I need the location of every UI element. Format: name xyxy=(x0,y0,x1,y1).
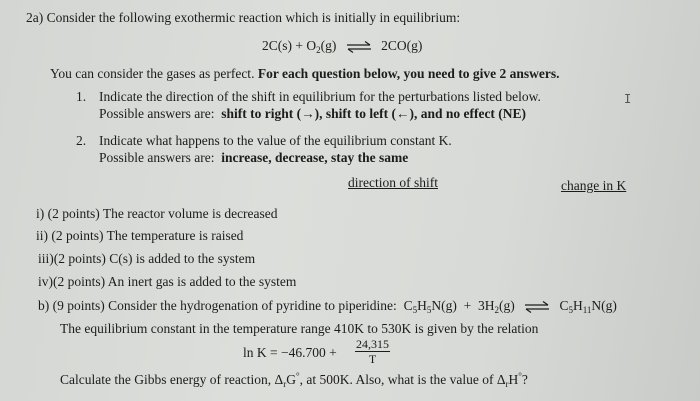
equilibrium-arrows-icon xyxy=(346,41,372,53)
item-1-number: 1. xyxy=(76,89,87,104)
fraction-numerator: 24,315 xyxy=(356,337,389,351)
item-2-answers: Possible answers are: increase, decrease, stay the same xyxy=(99,150,409,165)
item-1-text: Indicate the direction of the shift in equilibrium for the perturbations listed below. xyxy=(99,89,541,104)
item-2-number: 2. xyxy=(76,133,87,148)
intro-line: You can consider the gases as perfect. For each question below, you need to give 2 answers. xyxy=(50,66,560,81)
reaction-equation: $2C(s) + O_2(g)$ 2CO(g) xyxy=(262,38,423,55)
column-header-direction: direction of shift xyxy=(348,175,438,190)
question-header: 2a) Consider the following exothermic reaction which is initially in equilibrium: xyxy=(26,10,461,25)
part-b-question: Calculate the Gibbs energy of reaction, $\Delta_rG^\circ$, at 500K. Also, what is the value of $\Delta_rH^\circ$? xyxy=(60,371,528,389)
question-ii: ii) (2 points) The temperature is raised xyxy=(36,228,244,243)
question-i: i) (2 points) The reactor volume is decreased xyxy=(36,206,278,221)
question-iii: iii)(2 points) C(s) is added to the system xyxy=(38,251,256,266)
part-b-line2: The equilibrium constant in the temperature range 410K to 530K is given by the relation xyxy=(60,321,539,336)
part-b-intro: b) (9 points) Consider the hydrogenation of pyridine to piperidine: $C_5H_5N(g) + 3H_2(g)$ $C_5H_{11}N(g)$ xyxy=(38,298,617,315)
equation-fraction xyxy=(355,337,390,366)
item-2-text: Indicate what happens to the value of the equilibrium constant K. xyxy=(99,133,452,148)
item-1-answers: Possible answers are: shift to right (→), shift to left (←), and no effect (NE) xyxy=(99,106,527,121)
equation-left: ln K = −46.700 + xyxy=(243,345,337,360)
question-iv: iv)(2 points) An inert gas is added to the system xyxy=(38,274,297,289)
equilibrium-arrows-icon xyxy=(524,301,550,313)
fraction-denominator: T xyxy=(368,352,377,366)
column-header-change: change in K xyxy=(561,178,627,193)
text-cursor-icon: I xyxy=(624,92,632,106)
